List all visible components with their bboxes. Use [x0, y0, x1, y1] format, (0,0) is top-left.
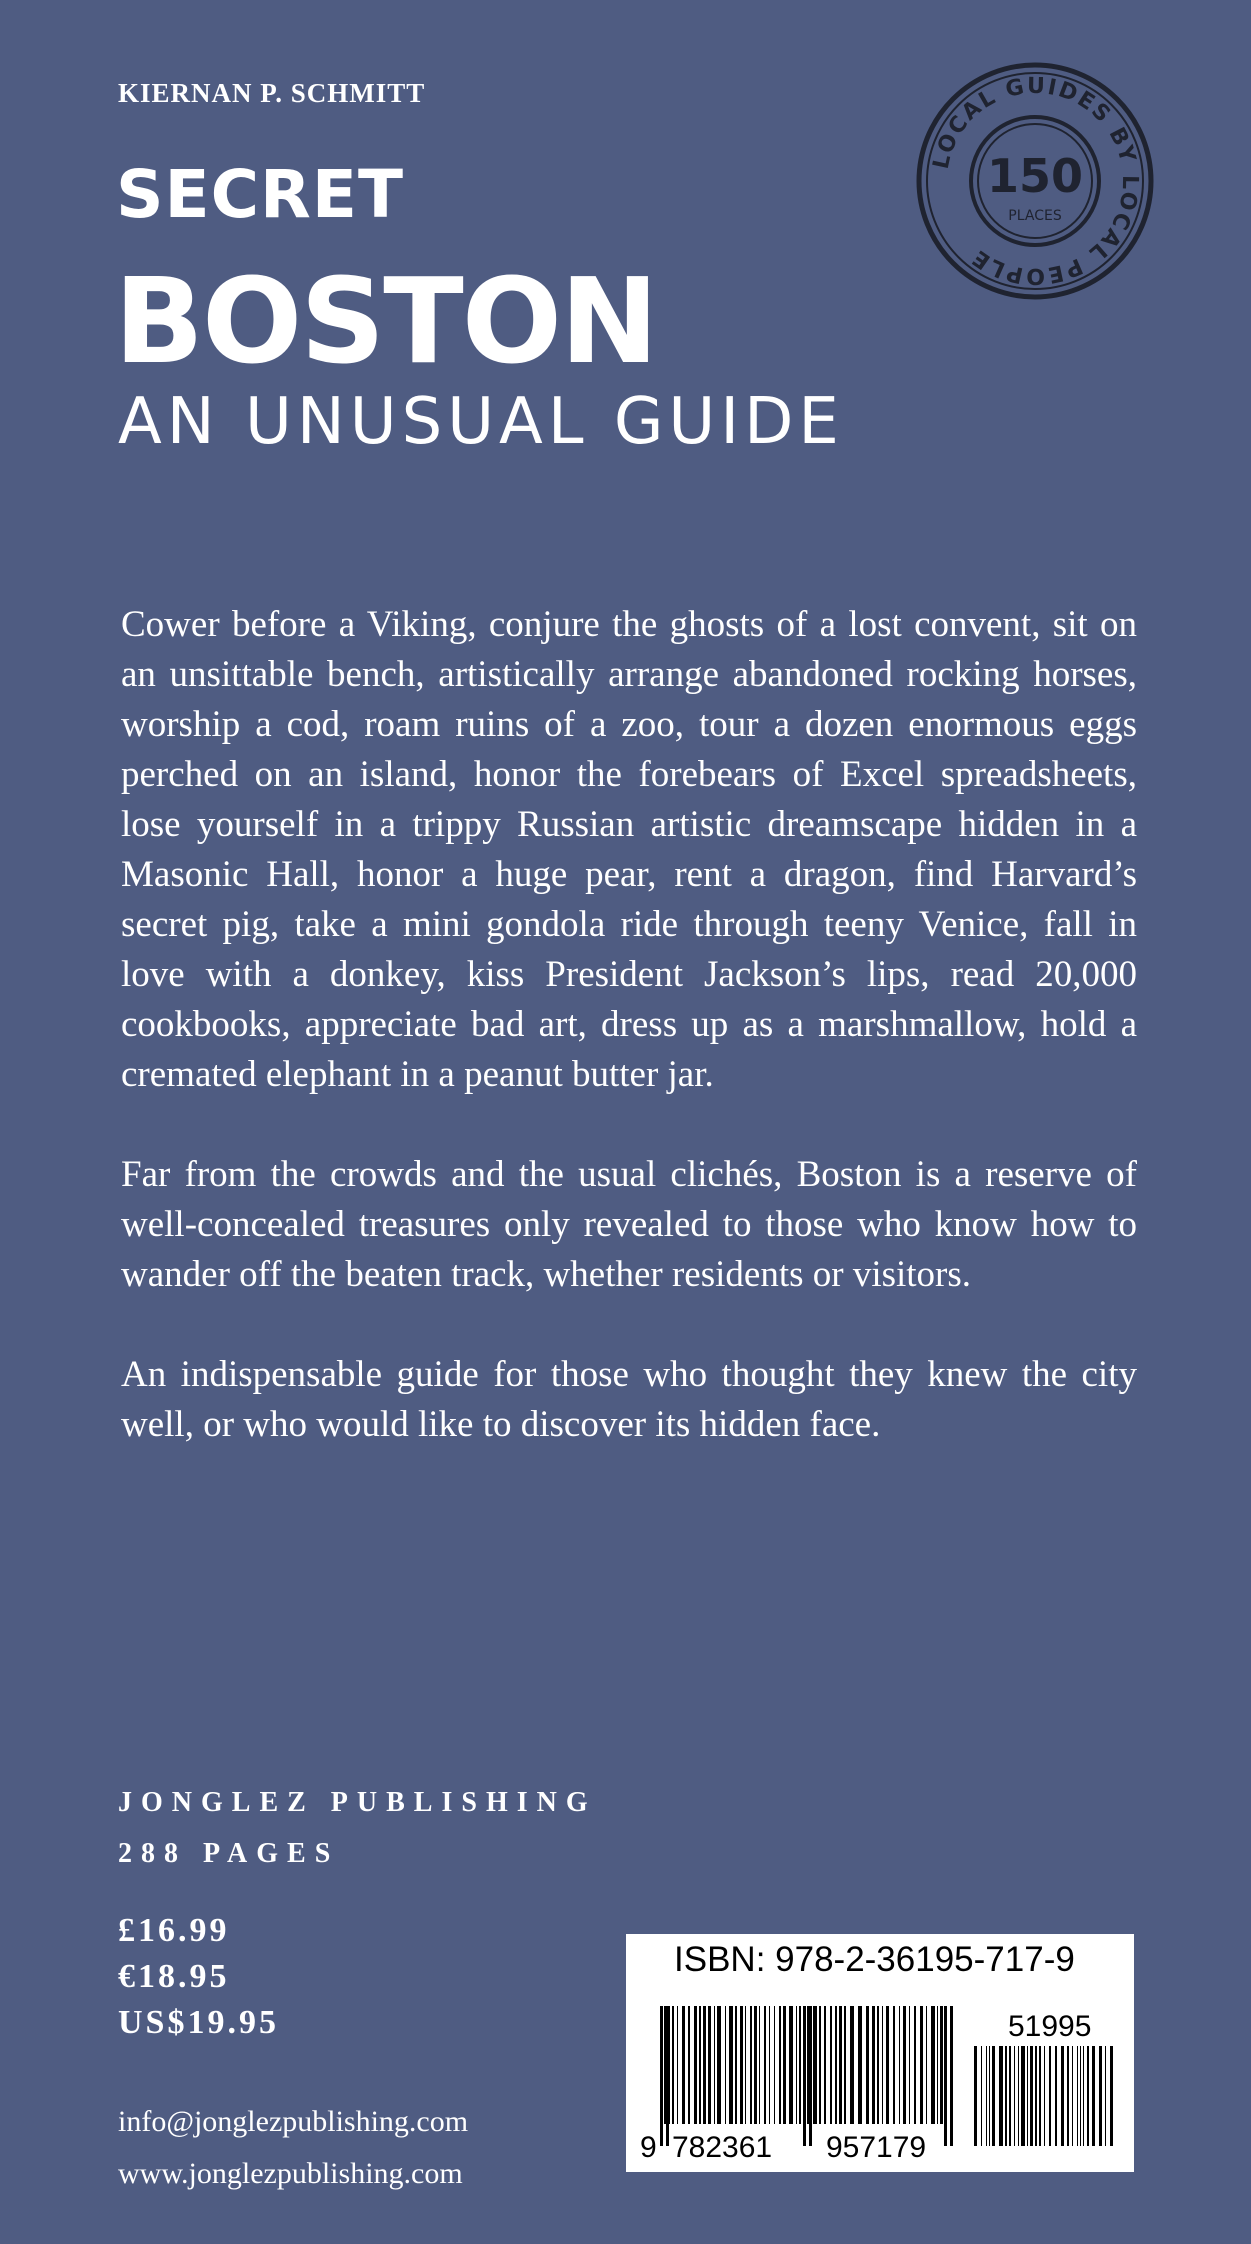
title-boston: BOSTON [114, 252, 657, 390]
subtitle: AN UNUSUAL GUIDE [118, 385, 844, 459]
description-paragraph-3: An indispensable guide for those who thought they knew the city well, or who would like to discover its hidden face. [121, 1354, 1137, 1445]
description-paragraph-2: Far from the crowds and the usual clichés, Boston is a reserve of well-concealed treasures only revealed to those who know how to wander off the beaten track, whether residents or visitors. [121, 1154, 1137, 1295]
stamp-label: PLACES [1008, 208, 1062, 224]
stamp-number: 150 [986, 149, 1084, 203]
title-secret: SECRET [116, 156, 404, 233]
contact-info [118, 2096, 468, 2200]
price-eur: €18.95 [118, 1958, 230, 1995]
price-usd: US$19.95 [118, 2004, 279, 2041]
barcode-left-digits: 782361 [672, 2131, 773, 2164]
price-list [118, 1908, 279, 2046]
price-gbp: £16.99 [118, 1912, 230, 1949]
barcode-image [626, 1934, 1134, 2172]
publisher-name: JONGLEZ PUBLISHING [118, 1787, 597, 1818]
barcode-panel [626, 1934, 1134, 2172]
author-name: KIERNAN P. SCHMITT [118, 78, 426, 108]
contact-email: info@jonglezpublishing.com [118, 2105, 469, 2138]
barcode-addon-digits: 51995 [1008, 2010, 1092, 2043]
local-guides-stamp [914, 60, 1156, 302]
addon-barcode-bars [974, 2046, 1113, 2146]
barcode-lead-digit: 9 [640, 2131, 657, 2164]
description [121, 600, 1137, 1500]
stamp-ring-text: LOCAL GUIDES BY LOCAL PEOPLE [928, 73, 1143, 289]
barcode-right-digits: 957179 [826, 2131, 927, 2164]
contact-website: www.jonglezpublishing.com [118, 2157, 463, 2190]
page-count: 288 PAGES [118, 1838, 340, 1869]
main-barcode-bars [660, 2006, 953, 2146]
description-paragraph-1: Cower before a Viking, conjure the ghosts of a lost convent, sit on an unsittable bench, artistically arrange abandoned rocking horses, worship a cod, roam ruins of a zoo, tour a dozen enormous eggs perched on an island, honor the forebears of Excel spreadsheets, lose yourself in a trippy Russian artistic dreamscape hidden in a Masonic Hall, honor a huge pear, rent a dragon, find Harvard’s secret pig, take a mini gondola ride through teeny Venice, fall in love with a donkey, kiss President Jackson’s lips, read 20,000 cookbooks, appreciate bad art, dress up as a marshmallow, hold a cremated elephant in a peanut butter jar. [121, 604, 1137, 1095]
isbn-text: ISBN: 978-2-36195-717-9 [674, 1940, 1075, 1979]
